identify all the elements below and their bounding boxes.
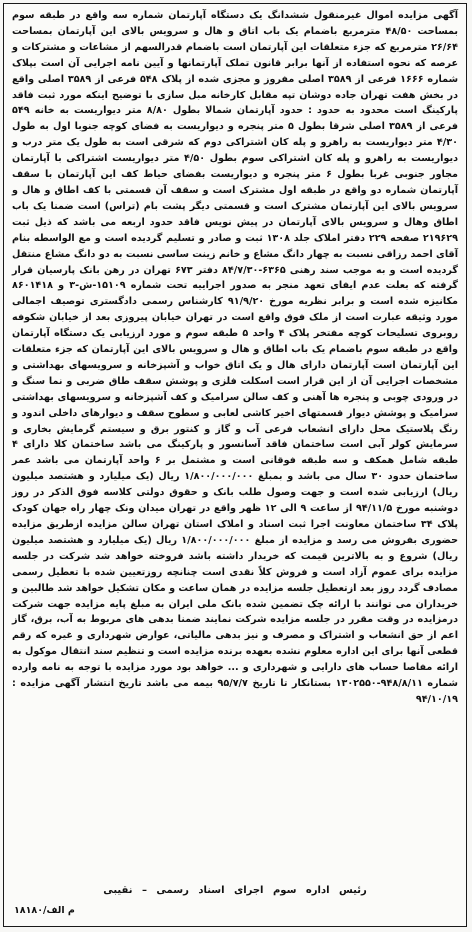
auction-notice-frame (3, 3, 467, 927)
notice-reference-code: م الف/۱۸۱۸۰ (14, 905, 75, 916)
notice-signature: رئیس اداره سوم اجرای اسناد رسمی – نقیبی (103, 885, 367, 896)
auction-notice-body: آگهی مزایده اموال غیرمنقول ششدانگ یک دستگاه آپارتمان شماره سه واقع در طبقه سوم بمساحت ۴۸/۵۰ مترمربع باضمام یک باب اتاق و هال و سرویس بالای این آپارتمان بمساحت ۲۶/۶۴ مترمربع که جزء متعلقات این آپارتمان است باضمام قدرالسهم از مشاعات و مشترکات و عرصه که نحوه استفاده از آنها برابر قانون تملک آپارتمانها و آیین نامه اجرایی آن است بپلاک شماره ۱۶۶۶ فرعی از ۳۵۸۹ اصلی مفروز و مجزی شده از پلاک ۵۴۸ فرعی از ۳۵۸۹ اصلی واقع در بخش هفت تهران جاده دوشان تپه مقابل کارخانه مبل سازی با توضیح اینکه مورد ثبت فاقد پارکینگ است محدود به حدود : حدود آپارتمان شمالا بطول ۸/۸۰ متر دیواریست به خانه ۵۴۹ فرعی از ۳۵۸۹ اصلی شرقا بطول ۵ متر پنجره و دیواریست به فضای کوچه جنوبا اول به طول ۴/۳۰ متر دیواریست به راهرو و پله کان اشتراکی دوم که شرقی است به طول یک متر درب و دیواریست به راهرو و پله کان اشتراکی سوم بطول ۴/۵۰ متر دیواریست اشتراکی با آپارتمان مجاور جنوبی غربا بطول ۶ متر پنجره و دیواریست بفضای حیاط کف این آپارتمان با سقف آپارتمان شماره دو واقع در طبقه اول مشترک است و سقف آن قسمتی با کف اطاق و هال و سرویس بالای این آپارتمان مشترک است و قسمتی دیگر پشت بام (تراس) است ضمنا یک باب اطاق وهال و سرویس بالای آپارتمان در پیش نویس فاقد حدود اربعه می باشد که ذیل ثبت ۲۱۹۶۲۹ صفحه ۲۲۹ دفتر املاک جلد ۱۳۰۸ ثبت و صادر و تسلیم گردیده است و مع الواسطه بنام آقای احمد رزاقی نسبت به چهار دانگ مشاع و خانم زینت ساسی نسبت به دو دانگ مشاع منتقل گردیده است و به موجب سند رهنی ۶۳۶۵-۸۴/۷/۳۰ دفتر ۶۷۳ تهران در رهن بانک پارسیان قرار گرفته که بعلت عدم ایفای تعهد منجر به صدور اجراییه تحت شماره ۱۵۱۰۹-ش-۳ و ۸۶۰۱۴۱۸ مکانیزه شده است و برابر نظریه مورخ ۹۱/۹/۲۰ کارشناس رسمی دادگستری توصیف اجمالی مورد وثیقه عبارت است از ملک فوق واقع است در تهران خیابان پیروزی بعد از خیابان شکوفه روبروی تسلیحات کوچه مفتخر پلاک ۴ واحد ۵ طبقه سوم و مورد ارزیابی یک دستگاه آپارتمان واقع در طبقه سوم باضمام یک باب اطاق و هال و سرویس بالای این آپارتمان که جزء متعلقات این آپارتمان است آپارتمان دارای هال و یک اتاق خواب و آشپزخانه و سرویسهای بهداشتی و مشخصات اجرایی آن از این قرار است اسکلت فلزی و پوشش سقف طاق ضربی و نما سنگ و در ورودی چوبی و پنجره ها آهنی و کف سالن سرامیک و کف آشپزخانه و سرویسهای بهداشتی سرامیک و پوشش دیوار قسمتهای اخیر کاشی لعابی و سطوح سقف و دیوارهای داخلی اندود و رنگ پلاستیک محل دارای انشعاب فرعی آب و گاز و کنتور برق و سیستم گرمایش بخاری و سرمایش کولر آبی است ساختمان فاقد آسانسور و پارکینگ می باشد ساختمان کلا دارای ۴ طبقه شامل همکف و سه طبقه فوقانی است و مشتمل بر ۶ واحد آپارتمان می باشد عمر ساختمان حدود ۳۰ سال می باشد و بمبلغ ۱/۸۰۰/۰۰۰/۰۰۰ ریال (یک میلیارد و هشتصد میلیون ریال) ارزیابی شده است و جهت وصول طلب بانک و حقوق دولتی کلاسه فوق الذکر در روز دوشنبه مورخ ۹۴/۱۱/۵ از ساعت ۹ الی ۱۲ ظهر واقع در تهران میدان ونک چهار راه جهان کودک پلاک ۳۴ ساختمان معاونت اجرا ثبت اسناد و املاک استان تهران سالن مزایده ازطریق مزایده حضوری بفروش می رسد و مزایده از مبلغ ۱/۸۰۰/۰۰۰/۰۰۰ ریال (یک میلیارد و هشتصد میلیون ریال) شروع و به بالاترین قیمت که خریدار داشته باشد فروخته خواهد شد شرکت در جلسه مزایده برای عموم آزاد است و فروش کلاً نقدی است چنانچه روزتعیین شده با تعطیل رسمی مصادف گردد روز بعد ازتعطیل جلسه مزایده در همان ساعت و مکان تشکیل خواهد شد طالبین و خریداران می توانند با ارائه چک تضمین شده بانک ملی ایران به مبلغ پایه مزایده جهت شرکت درمزایده در وقت مقرر در جلسه مزایده شرکت نمایند ضمنا بدهی های مربوط به آب، برق، گاز اعم از حق انشعاب و اشتراک و مصرف و نیز بدهی مالیاتی، عوارض شهرداری و غیره که رقم قطعی آنها برای این اداره معلوم نشده بعهده برنده مزایده است و تنظیم سند انتقال موکول به ارائه مفاصا حساب های دارایی و شهرداری و ... خواهد بود مورد مزایده با توجه به نامه وارده شماره ۹۴۸/۸/۱۱-۱۳۰۲۵۵۰ بستانکار تا تاریخ ۹۵/۷/۷ بیمه می باشد تاریخ انتشار آگهی مزایده : ۹۴/۱۰/۱۹ (12, 10, 459, 705)
